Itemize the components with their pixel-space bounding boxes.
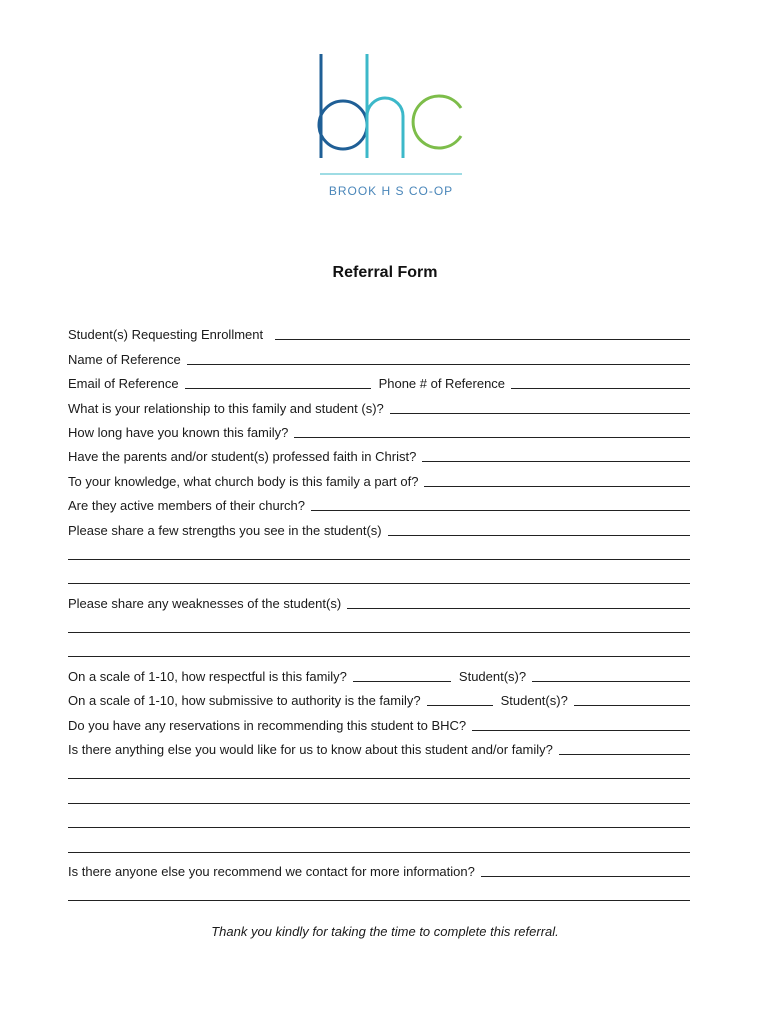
anything-else-field-2[interactable] — [68, 765, 690, 779]
strengths-row — [68, 513, 690, 537]
strengths-extra-line — [68, 562, 690, 586]
phone-of-reference-label: Phone # of Reference — [378, 376, 506, 392]
respectful-family-field[interactable] — [353, 668, 451, 682]
respectful-students-label: Student(s)? — [458, 668, 527, 684]
students-requesting-label: Student(s) Requesting Enrollment — [68, 327, 264, 343]
church-body-label: To your knowledge, what church body is this family a part of? — [68, 473, 419, 489]
strengths-extra-line — [68, 538, 690, 562]
anything-else-extra-line — [68, 781, 690, 805]
anyone-else-field-2[interactable] — [68, 887, 690, 901]
weaknesses-extra-line — [68, 611, 690, 635]
relationship-field[interactable] — [390, 400, 690, 414]
respectful-label: On a scale of 1-10, how respectful is this family? — [68, 668, 347, 684]
anything-else-field-4[interactable] — [68, 814, 690, 828]
submissive-row — [68, 684, 690, 708]
students-requesting-field[interactable] — [275, 326, 690, 340]
strengths-label: Please share a few strengths you see in the student(s) — [68, 522, 382, 538]
anything-else-field-5[interactable] — [68, 839, 690, 853]
relationship-row — [68, 391, 690, 415]
anything-else-extra-line — [68, 830, 690, 854]
strengths-field[interactable] — [388, 522, 690, 536]
professed-faith-field[interactable] — [422, 448, 690, 462]
anything-else-extra-line — [68, 806, 690, 830]
how-long-row — [68, 416, 690, 440]
students-requesting-row — [68, 318, 690, 342]
email-phone-row — [68, 367, 690, 391]
name-of-reference-field[interactable] — [187, 351, 690, 365]
email-of-reference-label: Email of Reference — [68, 376, 179, 392]
active-members-row — [68, 489, 690, 513]
reservations-field[interactable] — [472, 717, 690, 731]
how-long-field[interactable] — [294, 424, 690, 438]
anything-else-extra-line — [68, 757, 690, 781]
anything-else-field-3[interactable] — [68, 790, 690, 804]
professed-faith-label: Have the parents and/or student(s) professed faith in Christ? — [68, 449, 417, 465]
professed-faith-row — [68, 440, 690, 464]
phone-of-reference-field[interactable] — [511, 375, 690, 389]
submissive-family-field[interactable] — [427, 692, 493, 706]
strengths-field-2[interactable] — [68, 546, 690, 560]
weaknesses-extra-line — [68, 635, 690, 659]
thank-you-note: Thank you kindly for taking the time to complete this referral. — [211, 924, 559, 939]
submissive-label: On a scale of 1-10, how submissive to authority is the family? — [68, 693, 421, 709]
page-title: Referral Form — [332, 264, 438, 281]
anyone-else-extra-line — [68, 879, 690, 903]
weaknesses-field-3[interactable] — [68, 643, 690, 657]
strengths-field-3[interactable] — [68, 570, 690, 584]
anyone-else-field[interactable] — [481, 863, 690, 877]
active-members-label: Are they active members of their church? — [68, 498, 305, 514]
submissive-students-label: Student(s)? — [500, 693, 568, 709]
anyone-else-label: Is there anyone else you recommend we contact for more information? — [68, 863, 475, 879]
anyone-else-row — [68, 855, 690, 879]
name-of-reference-row — [68, 342, 690, 366]
anything-else-field[interactable] — [559, 741, 690, 755]
active-members-field[interactable] — [311, 497, 690, 511]
reservations-row — [68, 708, 690, 732]
reservations-label: Do you have any reservations in recommending this student to BHC? — [68, 717, 467, 733]
weaknesses-field-2[interactable] — [68, 619, 690, 633]
name-of-reference-label: Name of Reference — [68, 351, 181, 367]
bhc-logo-mark — [316, 50, 466, 180]
respectful-students-field[interactable] — [532, 668, 690, 682]
church-body-row — [68, 464, 690, 488]
bhc-logo — [316, 50, 466, 205]
how-long-label: How long have you known this family? — [68, 424, 289, 440]
weaknesses-label: Please share any weaknesses of the student(s) — [68, 595, 342, 611]
anything-else-label: Is there anything else you would like for us to know about this student and/or family? — [68, 742, 553, 758]
submissive-students-field[interactable] — [574, 692, 690, 706]
anything-else-row — [68, 733, 690, 757]
email-of-reference-field[interactable] — [185, 375, 371, 389]
church-body-field[interactable] — [424, 473, 690, 487]
logo-caption: BROOK H S CO-OP — [328, 184, 454, 198]
referral-form — [68, 318, 690, 903]
respectful-row — [68, 659, 690, 683]
relationship-label: What is your relationship to this family and student (s)? — [68, 400, 384, 416]
weaknesses-field[interactable] — [347, 595, 690, 609]
weaknesses-row — [68, 586, 690, 610]
